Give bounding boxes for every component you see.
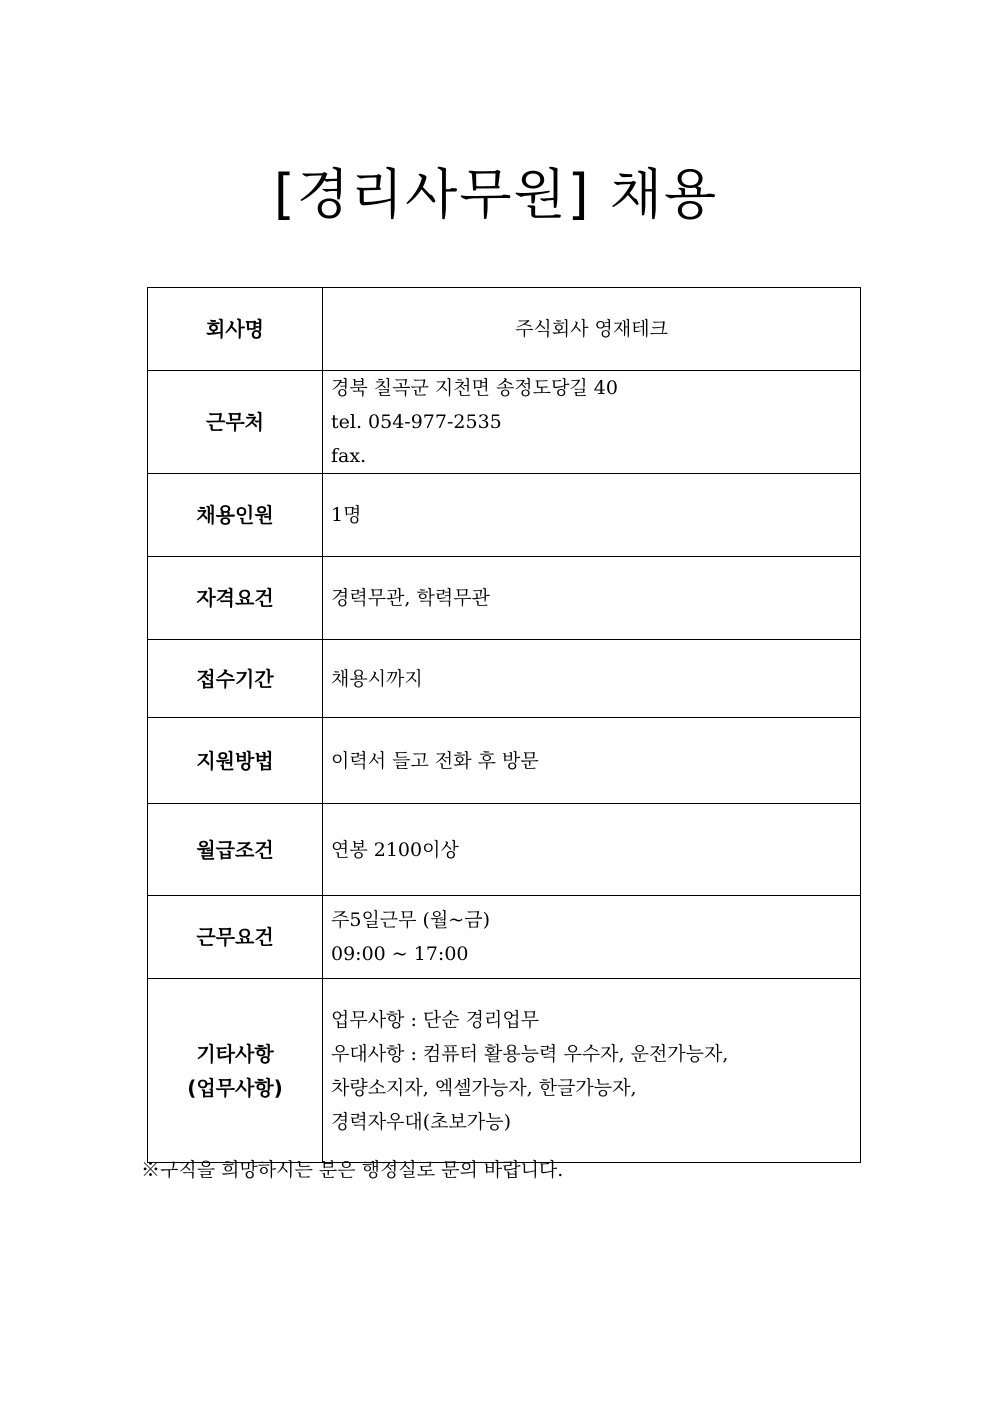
job-duties: 업무사항 : 단순 경리업무 [331, 1008, 540, 1031]
other-details-sublabel: (업무사항) [187, 1075, 283, 1100]
row-value-company [323, 288, 861, 371]
company-name: 주식회사 영재테크 [515, 318, 668, 340]
workplace-fax: fax. [331, 445, 367, 467]
table-row [148, 640, 861, 718]
row-value-salary [323, 804, 861, 896]
row-value-workplace [323, 371, 861, 474]
table-row [148, 557, 861, 640]
page-title: [경리사무원] 채용 [273, 163, 719, 226]
row-value-application-period [323, 640, 861, 718]
row-label-salary: 월급조건 [148, 804, 323, 896]
row-value-qualifications [323, 557, 861, 640]
workplace-address: 경북 칠곡군 지천면 송정도당길 40 [331, 377, 618, 399]
row-label-application-method: 지원방법 [148, 718, 323, 804]
row-label-application-period: 접수기간 [148, 640, 323, 718]
row-value-headcount [323, 474, 861, 557]
table-row [148, 474, 861, 557]
row-label-working-conditions: 근무요건 [148, 896, 323, 979]
row-label-other-details [148, 979, 323, 1163]
preferred-line-3: 경력자우대(초보가능) [331, 1110, 512, 1133]
headcount-value: 1명 [331, 504, 362, 526]
salary-value: 연봉 2100이상 [331, 838, 459, 861]
working-days: 주5일근무 (월~금) [331, 909, 490, 931]
job-info-table [147, 287, 861, 1163]
preferred-line-2: 차량소지자, 엑셀가능자, 한글가능자, [331, 1076, 637, 1099]
workplace-tel: tel. 054-977-2535 [331, 411, 502, 433]
row-label-company: 회사명 [148, 288, 323, 371]
footer-note: ※구직을 희망하시는 분은 행정실로 문의 바랍니다. [141, 1159, 564, 1181]
working-hours: 09:00 ~ 17:00 [331, 943, 469, 965]
preferred-line-1: 우대사항 : 컴퓨터 활용능력 우수자, 운전가능자, [331, 1042, 729, 1065]
table-row [148, 979, 861, 1163]
row-label-qualifications: 자격요건 [148, 557, 323, 640]
table-row [148, 288, 861, 371]
row-label-workplace: 근무처 [148, 371, 323, 474]
row-value-other-details [323, 979, 861, 1163]
row-label-headcount: 채용인원 [148, 474, 323, 557]
other-details-label: 기타사항 [196, 1041, 274, 1066]
table-row [148, 804, 861, 896]
table-row [148, 896, 861, 979]
table-row [148, 718, 861, 804]
row-value-working-conditions [323, 896, 861, 979]
application-period-value: 채용시까지 [331, 667, 423, 690]
table-row [148, 371, 861, 474]
qualifications-value: 경력무관, 학력무관 [331, 587, 490, 609]
row-value-application-method [323, 718, 861, 804]
application-method-value: 이력서 들고 전화 후 방문 [331, 749, 539, 772]
